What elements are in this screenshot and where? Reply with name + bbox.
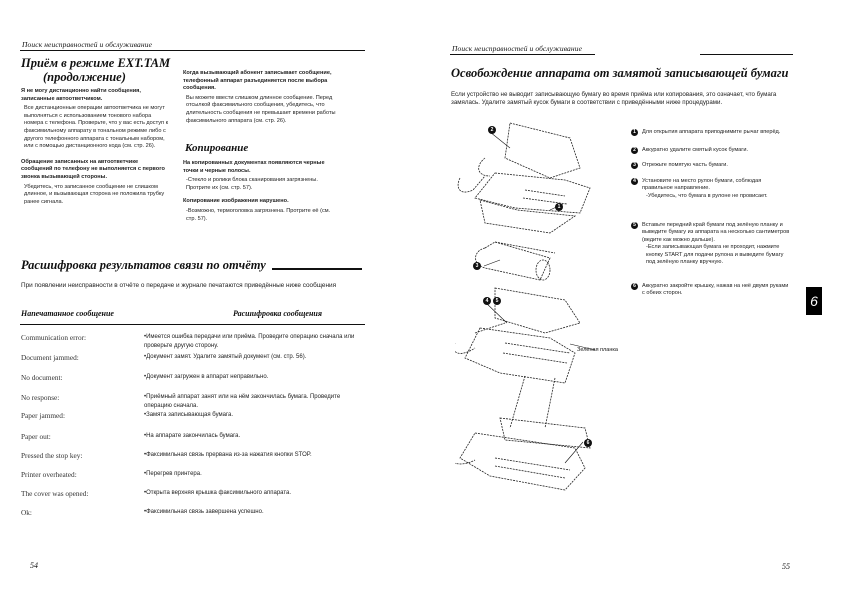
callout-3: 3 [473, 262, 481, 270]
ext-tam-col1 [21, 88, 169, 208]
message-meaning: •Открыта верхняя крышка факсимильного аппарата. [144, 490, 292, 496]
copy-col [183, 160, 341, 225]
section-title-report: Расшифровка результатов связи по отчёту [21, 258, 266, 272]
section-title-paper-jam: Освобождение аппарата от замятой записывающей бумаги [451, 66, 789, 80]
message-meaning: •Приёмный аппарат занят или на нём закончилась бумага. Проведите операцию сначала. [144, 394, 341, 409]
printed-message: Printer overheated: [21, 470, 77, 479]
procedure-step [631, 178, 791, 200]
title-rule [272, 268, 362, 270]
faq-question: Копирование изображения нарушено. [183, 198, 289, 205]
header-rule-left [20, 50, 365, 51]
printed-message: No response: [21, 393, 60, 402]
step-text: Аккуратно закройте крышку, нажав на неё двумя руками с обеих сторон. [642, 283, 789, 297]
printed-message: No document: [21, 373, 63, 382]
message-meaning: •Факсимильная связь завершена успешно. [144, 509, 264, 515]
procedure-step [631, 283, 791, 298]
figure-paper-roll [476, 242, 555, 280]
figure-fax-closing [455, 418, 590, 490]
faq-answer: -Возможно, термоголовка загрязнена. Протрите её (см. стр. 57). [186, 207, 331, 222]
printed-message: Ok: [21, 508, 32, 517]
step-number-badge: 3 [631, 162, 638, 169]
figure-fax-open-lid [458, 123, 590, 233]
step-number-badge: 1 [631, 129, 638, 136]
callout-2: 2 [488, 126, 496, 134]
header-rule-right-b [700, 54, 793, 55]
faq-answer: -Стекло и ролики блока сканирования загрязнены. Протрите их (см. стр. 57). [186, 177, 318, 191]
figure-label-green-bar: Зелёная планка [577, 347, 618, 353]
procedure-step [631, 162, 791, 169]
step-text: Аккуратно удалите смятый кусок бумаги. [642, 147, 749, 153]
faq-answer: Вы можете ввести слишком длинное сообщение. Перед отсылкой факсимильного сообщения, убедитесь, что длительность сообщения не превышает времени работы факсимильного аппарата (см. стр. 26). [186, 94, 336, 124]
faq-question: На копированных документах появляются черные точки и черные полосы. [183, 160, 325, 174]
chapter-thumb-tab: 6 [806, 287, 822, 315]
printed-message: The cover was opened: [21, 489, 89, 498]
title-line-1: Приём в режиме EXT.TAM [21, 56, 171, 70]
col-header-message: Напечатанное сообщение [21, 309, 114, 318]
running-head-left: Поиск неисправностей и обслуживание [22, 40, 153, 49]
message-meaning: •Документ замят. Удалите замятый документ (см. стр. 56). [144, 354, 307, 360]
printed-message: Paper jammed: [21, 411, 65, 420]
paper-jam-intro: Если устройство не выводит записывающую бумагу во время приёма или копирования, это означает, что бумага замялась. Удалите замятый кусок бумаги в соответствии с приведёнными ниже процедурами. [451, 91, 777, 107]
section-title-ext-tam [21, 56, 176, 84]
step-note: -Если записывающая бумага не проходит, нажмите кнопку START для подачи рулона и выведите бумагу под зелёную планку вручную. [646, 244, 784, 266]
step-number-badge: 2 [631, 147, 638, 154]
printed-message: Communication error: [21, 333, 87, 342]
faq-answer: Все дистанционные операции автоответчика не могут выполняться с использованием тонового набора номера с телефона. Проверьте, что у вас есть доступ к факсимильному аппарату в тональном режиме либо с другого телефонного аппарата с тональным набором, или с помощью дистанционного кода (см. стр. 26). [24, 105, 169, 150]
step-text: Отрежьте помятую часть бумаги. [642, 162, 728, 168]
callout-1: 1 [555, 203, 563, 211]
printed-message: Document jammed: [21, 353, 79, 362]
message-meaning: •Имеется ошибка передачи или приёма. Проведите операцию сначала или проверьте другую сторону. [144, 334, 355, 349]
figure-fax-hands [455, 288, 580, 428]
procedure-step [631, 129, 791, 136]
col-header-meaning: Расшифровка сообщения [233, 309, 322, 318]
running-head-right: Поиск неисправностей и обслуживание [452, 44, 583, 53]
fax-illustrations [455, 118, 630, 538]
procedure-step [631, 147, 791, 154]
section-title-copy: Копирование [185, 142, 249, 154]
printed-message: Paper out: [21, 432, 51, 441]
report-intro: При появлении неисправности в отчёте о передаче и журнале печатаются приведённые ниже сообщения [21, 282, 337, 289]
message-meaning: •На аппарате закончилась бумага. [144, 433, 241, 439]
callout-5: 5 [493, 297, 501, 305]
step-number-badge: 6 [631, 283, 638, 290]
callout-4: 4 [483, 297, 491, 305]
step-number-badge: 4 [631, 178, 638, 185]
message-meaning: •Документ загружен в аппарат неправильно. [144, 374, 269, 380]
faq-question: Обращение записанных на автоответчике сообщений по телефону не выполняется с первого звонка вызывающей стороны. [21, 158, 165, 180]
printed-message: Pressed the stop key: [21, 451, 83, 460]
ext-tam-col2 [183, 70, 341, 127]
title-line-2: (продолжение) [43, 70, 126, 84]
step-note: -Убедитесь, что бумага в рулоне не провисает. [646, 192, 768, 199]
faq-question: Когда вызывающий абонент записывает сообщение, телефонный аппарат разъединяется после выбора сообщения. [183, 70, 332, 92]
step-text: Для открытия аппарата приподнимите рычаг вперёд. [642, 129, 781, 135]
faq-answer: Убедитесь, что записанное сообщение не слишком длинное, и вызывающая сторона не положила трубку ранее сигнала. [24, 183, 165, 205]
step-text: Установите на место рулон бумаги, соблюдая правильное направление. [642, 178, 762, 192]
step-number-badge: 5 [631, 222, 638, 229]
message-meaning: •Перегрев принтера. [144, 471, 202, 477]
header-rule-right-a [450, 54, 595, 55]
step-text: Вставьте передний край бумаги под зелёную планку и выведите бумагу из аппарата на несколько сантиметров (ведите как можно дальше). [642, 222, 790, 243]
faq-question: Я не могу дистанционно найти сообщения, записанные автоответчиком. [21, 88, 141, 102]
callout-6: 6 [584, 439, 592, 447]
procedure-step [631, 222, 791, 266]
page-number-left: 54 [30, 561, 38, 570]
table-rule [20, 324, 365, 325]
message-meaning: •Факсимильная связь прервана из-за нажатия кнопки STOP. [144, 452, 312, 458]
page-number-right: 55 [782, 562, 790, 571]
message-meaning: •Замята записывающая бумага. [144, 412, 234, 418]
